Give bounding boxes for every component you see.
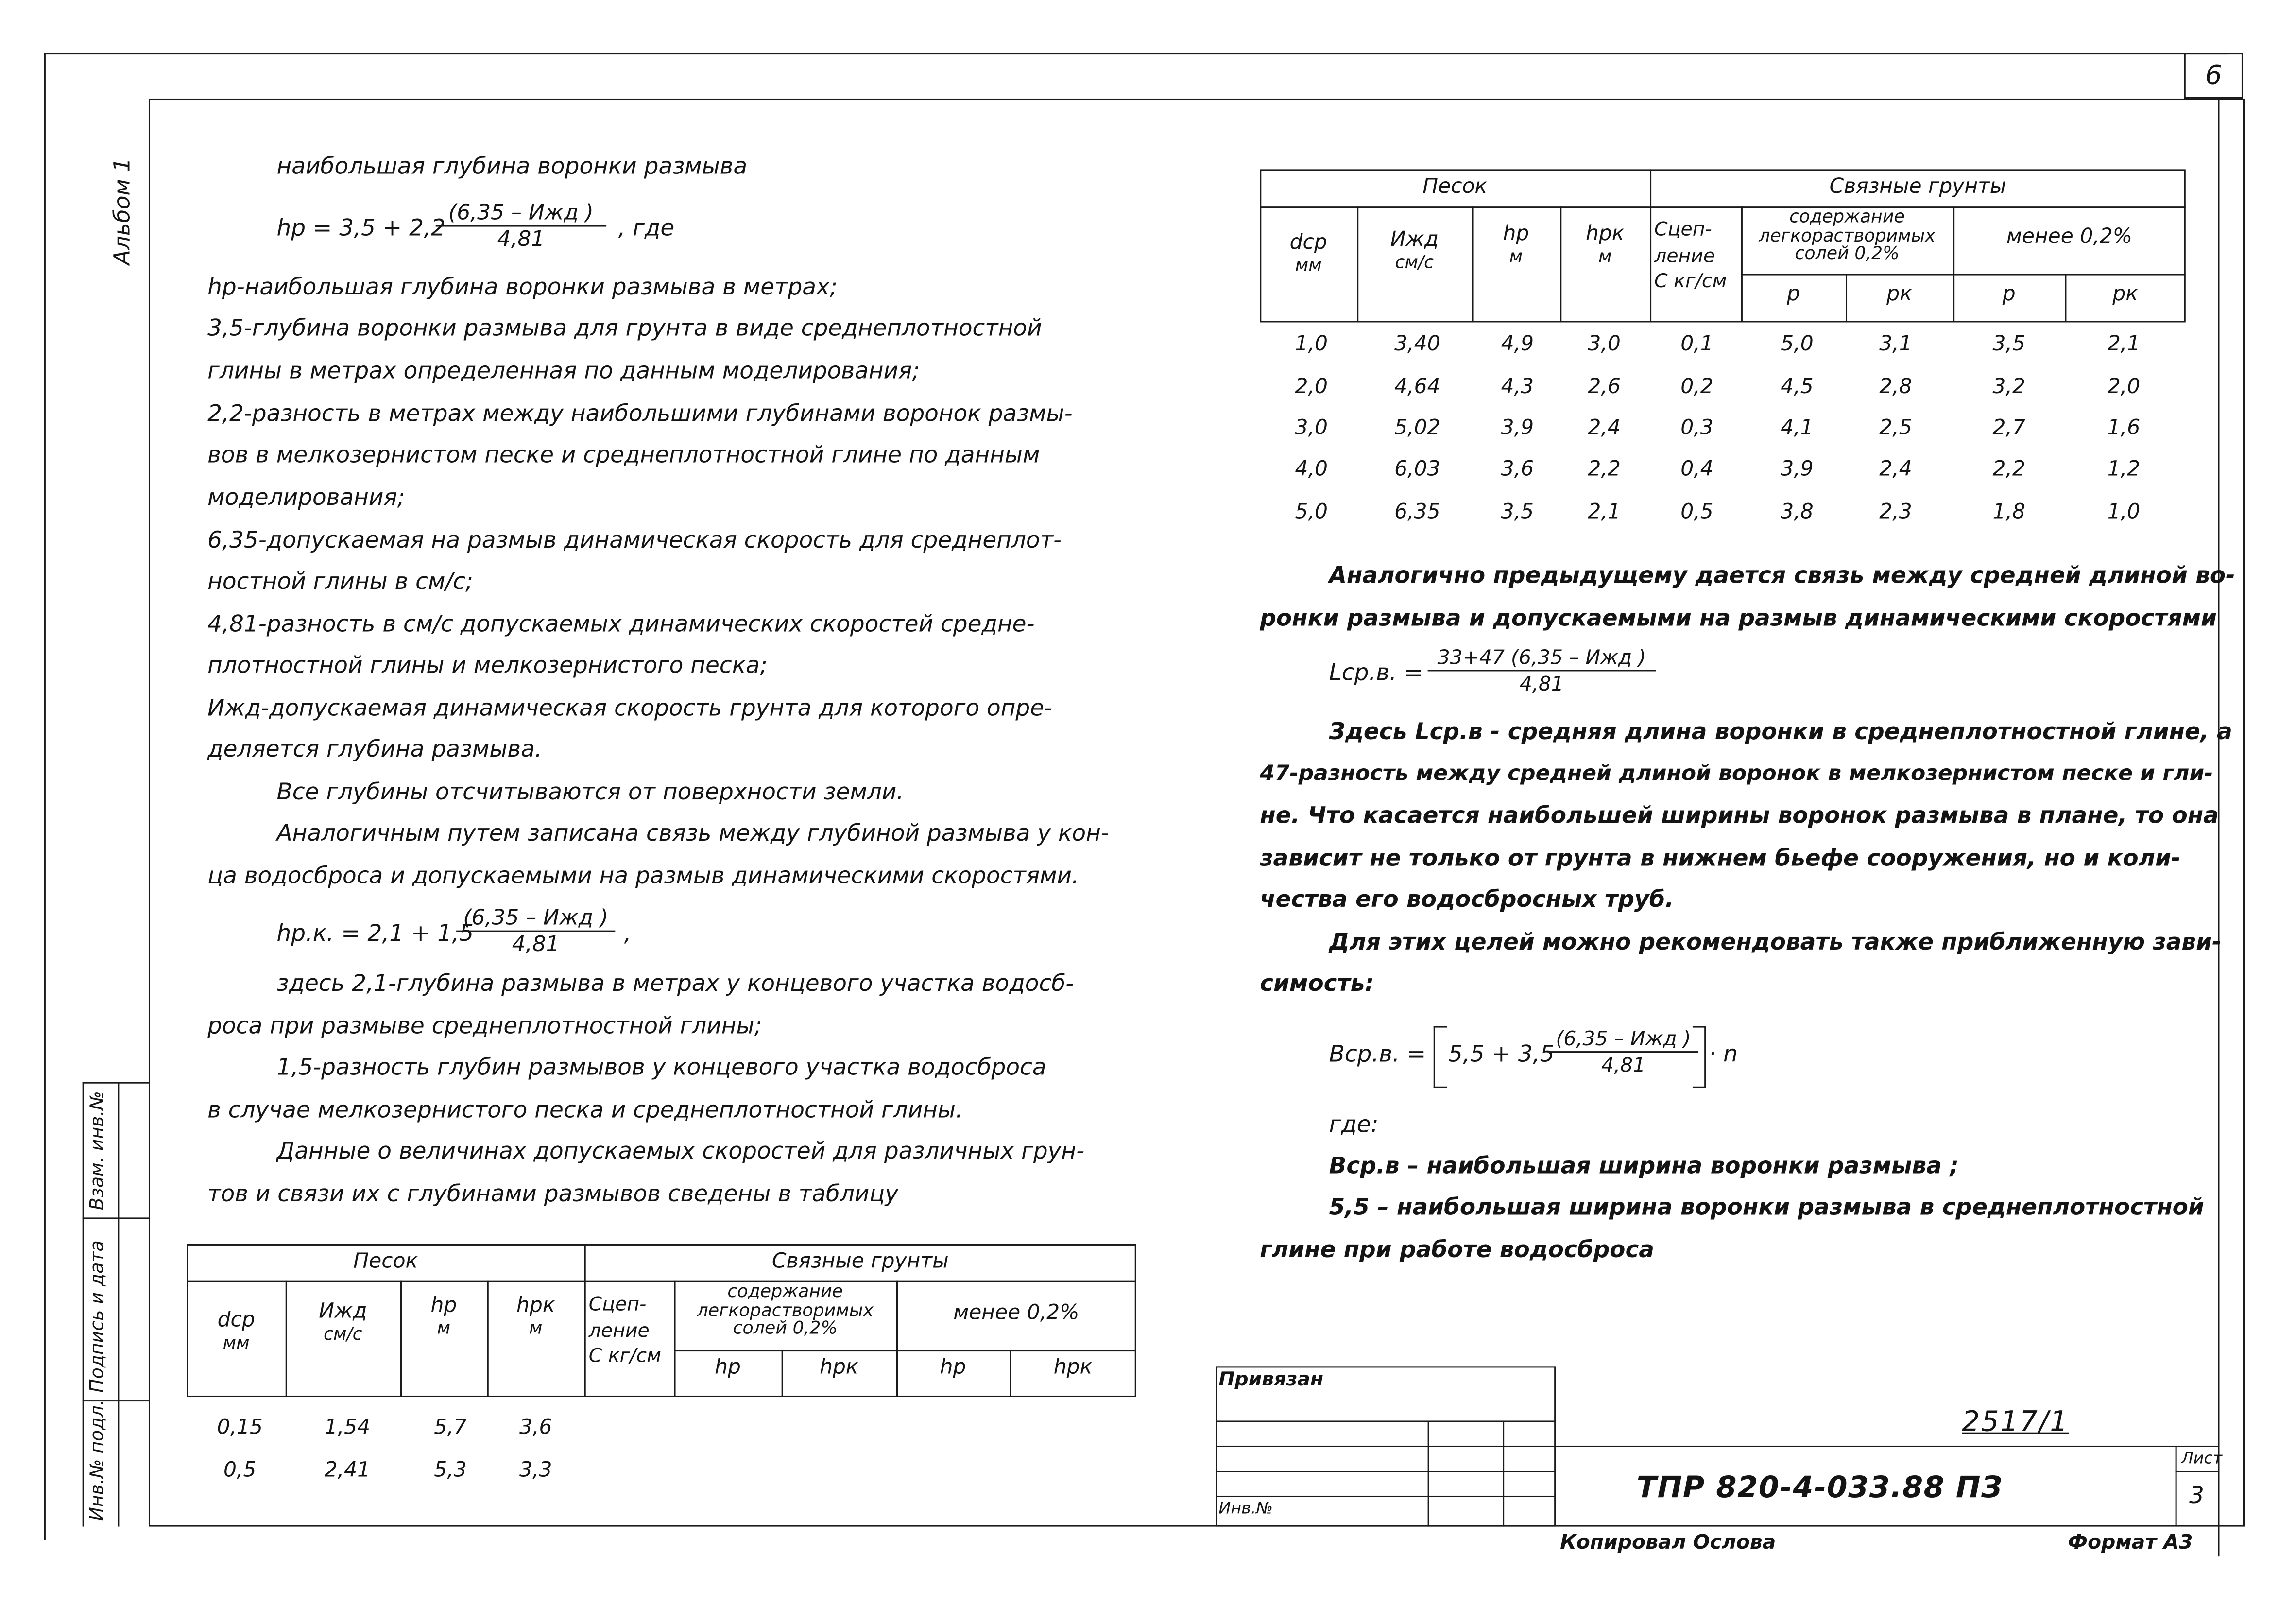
t2-cell: 3,40 [1394, 332, 1440, 357]
stamp-row [1216, 1496, 1556, 1497]
t2-hp-header: hр м [1503, 222, 1529, 266]
text-line: в случае мелкозернистого песка и среднеплотностной глины. [207, 1096, 963, 1124]
text-line: 5,5 – наибольшая ширина воронки размыва в среднеплотностной [1329, 1194, 2204, 1221]
t2-cell: 1,8 [1992, 501, 2025, 524]
t1-salt-header: содержание легкорастворимых солей 0,2% [697, 1280, 874, 1339]
stamp-row [1216, 1420, 1556, 1422]
t1-sub-header: hрк [1053, 1356, 1093, 1380]
formula-2-tail: , [624, 920, 632, 947]
t2-sand-header: Песок [1422, 175, 1488, 199]
strip-replace-label: Взам. инв.№ [85, 1091, 108, 1211]
t2-cell: 2,2 [1992, 458, 2025, 482]
formula-1-fraction [436, 202, 606, 252]
t2-sub-header: рк [1886, 282, 1912, 307]
formula-2-den: 4,81 [456, 931, 615, 957]
t1-cell: 3,6 [519, 1416, 552, 1440]
text-line: наибольшая глубина воронки размыва [276, 153, 748, 180]
t1-cell: 5,7 [434, 1416, 467, 1440]
t2-cell: 5,0 [1295, 501, 1328, 524]
text-line: чества его водосбросных труб. [1260, 886, 1674, 913]
t2-cell: 3,8 [1781, 501, 1814, 524]
text-line: где: [1329, 1111, 1379, 1138]
t2-cell: 4,5 [1781, 375, 1814, 399]
t2-cell: 3,0 [1295, 416, 1328, 440]
t1-row2 [674, 1350, 1136, 1351]
text-line: глины в метрах определенная по данным моделирования; [207, 358, 920, 384]
t2-cell: 1,2 [2107, 458, 2141, 482]
text-line: не. Что касается наибольшей ширины воронок размыва в плане, то она [1260, 802, 2219, 829]
formula-3-den: 4,81 [1428, 670, 1656, 696]
formula-4-tail: · n [1709, 1040, 1738, 1068]
text-line: симость: [1260, 970, 1374, 997]
formula-2-lhs: hр.к. = 2,1 + 1,5 [276, 920, 474, 947]
text-line: здесь 2,1-глубина размыва в метрах у концевого участка водосб- [276, 970, 1074, 997]
t2-cell: 4,64 [1394, 375, 1440, 399]
text-line: 3,5-глубина воронки размыва для грунта в виде среднеплотностной [207, 315, 1042, 342]
t2-cell: 2,4 [1879, 458, 1912, 482]
t2-cell: 2,3 [1879, 501, 1912, 524]
text-line: роса при размыве среднеплотностной глины; [207, 1013, 762, 1039]
t2-cell: 0,5 [1680, 501, 1713, 524]
text-line: деляется глубина размыва. [207, 736, 542, 763]
sheet-label: Лист [2181, 1449, 2223, 1468]
t2-row1 [1260, 206, 2186, 208]
stamp-row [1216, 1471, 1556, 1472]
text-line: глине при работе водосброса [1260, 1236, 1654, 1263]
t2-cell: 3,5 [1992, 332, 2025, 357]
t2-cell: 3,9 [1501, 416, 1534, 440]
formula-1-lhs: hр = 3,5 + 2,2 [276, 215, 445, 242]
t2-cell: 4,1 [1781, 416, 1814, 440]
text-line: ронки размыва и допускаемыми на размыв динамическими скоростями [1260, 605, 2217, 632]
text-line: ца водосброса и допускаемыми на размыв динамическими скоростями. [207, 863, 1079, 889]
formula-4-open: 5,5 + 3,5 [1448, 1040, 1555, 1068]
t2-cell: 3,2 [1992, 375, 2025, 399]
strip-inv-label: Инв.№ подл. [85, 1400, 108, 1521]
t1-less-header: менее 0,2% [953, 1301, 1079, 1325]
text-line: 6,35-допускаемая на размыв динамическая скорость для среднеплот- [207, 527, 1062, 554]
formula-1-num: (6,35 – Ижд ) [448, 202, 594, 225]
text-line: Данные о величинах допускаемых скоростей для различных грун- [276, 1138, 1085, 1165]
left-strip-top [83, 1082, 149, 1084]
t2-cell: 2,1 [2107, 332, 2141, 357]
bracket-right [1693, 1026, 1706, 1088]
stamp-col [1428, 1420, 1429, 1526]
t2-d-header: dср мм [1289, 231, 1327, 275]
t2-cell: 0,2 [1680, 375, 1713, 399]
t2-cell: 4,9 [1501, 332, 1534, 357]
left-strip-div1 [83, 1217, 149, 1219]
t2-salt-header: содержание легкорастворимых солей 0,2% [1759, 206, 1936, 264]
t1-sub-header: hр [940, 1356, 966, 1380]
stamp-row [1216, 1446, 1556, 1447]
t1-row1 [187, 1281, 1136, 1282]
sheet-number: 3 [2189, 1481, 2204, 1509]
t2-sub-header: р [2002, 282, 2016, 307]
t1-sub-header: hрк [820, 1356, 858, 1380]
document-code: ТПР 820-4-033.88 ПЗ [1636, 1469, 2003, 1505]
t2-cell: 5,0 [1781, 332, 1814, 357]
t2-cell: 3,1 [1879, 332, 1912, 357]
outer-top-line [44, 53, 2228, 54]
t2-sub-header: рк [2112, 282, 2138, 307]
t2-i-header: Ижд см/с [1390, 228, 1439, 272]
t2-cell: 0,1 [1680, 332, 1713, 357]
left-strip-mid [118, 1082, 119, 1527]
t2-cell: 2,5 [1879, 416, 1912, 440]
t1-hp-header: hр м [430, 1294, 457, 1338]
sheet-row [2176, 1471, 2218, 1472]
t2-cell: 2,7 [1992, 416, 2025, 440]
t1-sub-header: hр [715, 1356, 741, 1380]
stamp-col [1503, 1420, 1504, 1526]
text-line: ностной глины в см/с; [207, 568, 473, 595]
t1-i-header: Ижд см/с [319, 1300, 367, 1344]
t2-sub-header: р [1786, 282, 1800, 307]
t1-v [896, 1281, 898, 1397]
album-label: Альбом 1 [109, 157, 136, 265]
t2-cell: 6,35 [1394, 501, 1440, 524]
formula-2-fraction [456, 907, 615, 957]
t1-cell: 2,41 [324, 1459, 371, 1483]
left-strip-left [83, 1082, 84, 1527]
t2-cell: 2,0 [1295, 375, 1328, 399]
t2-cell: 6,03 [1394, 458, 1440, 482]
t1-hpk-header: hрк м [516, 1294, 555, 1338]
bracket-left [1434, 1026, 1447, 1088]
formula-4-fraction [1548, 1028, 1698, 1078]
t2-hpk-header: hрк м [1585, 222, 1625, 266]
t2-cell: 0,4 [1680, 458, 1713, 482]
formula-3-fraction [1428, 646, 1656, 696]
t2-cohesive-header: Связные грунты [1829, 175, 2006, 199]
paper-format: Формат А3 [2068, 1531, 2193, 1555]
formula-4-lhs: Вср.в. = [1329, 1040, 1426, 1068]
t2-cell: 1,0 [2107, 501, 2141, 524]
t2-row2 [1741, 274, 2186, 275]
text-line: Вср.в – наибольшая ширина воронки размыва ; [1329, 1153, 1959, 1179]
formula-1-tail: , где [618, 215, 675, 242]
text-line: Здесь Lср.в - средняя длина воронки в среднеплотностной глине, а [1329, 718, 2232, 745]
text-line: тов и связи их с глубинами размывов сведены в таблицу [207, 1180, 899, 1208]
t2-cell: 3,5 [1501, 501, 1534, 524]
t2-cell: 1,6 [2107, 416, 2141, 440]
t2-coh-header: Сцеп- ление С кг/см [1654, 219, 1727, 294]
text-line: Все глубины отсчитываются от поверхности земли. [276, 779, 904, 806]
text-line: 47-разность между средней длиной воронок в мелкозернистом песке и гли- [1260, 762, 2213, 786]
formula-3-num: 33+47 (6,35 – Ижд ) [1437, 646, 1646, 670]
t2-cell: 3,9 [1781, 458, 1814, 482]
t1-cell: 0,15 [217, 1416, 263, 1440]
text-line: Ижд-допускаемая динамическая скорость грунта для которого опре- [207, 694, 1053, 722]
t1-d-header: dср мм [217, 1309, 255, 1353]
t2-cell: 3,6 [1501, 458, 1534, 482]
t2-cell: 3,0 [1588, 332, 1621, 357]
t1-cell: 3,3 [519, 1459, 552, 1483]
text-line: моделирования; [207, 484, 405, 511]
t2-less-header: менее 0,2% [2006, 225, 2133, 249]
t2-cell: 2,6 [1588, 375, 1621, 399]
formula-4-den: 4,81 [1548, 1051, 1698, 1078]
outer-left-line [44, 53, 46, 1540]
stamp-linked-label: Привязан [1218, 1369, 1324, 1391]
stamp-inv-label: Инв.№ [1218, 1499, 1273, 1518]
text-line: зависит не только от грунта в нижнем бьефе сооружения, но и коли- [1260, 845, 2181, 872]
text-line: плотностной глины и мелкозернистого песка; [207, 652, 768, 679]
t2-cell: 2,4 [1588, 416, 1621, 440]
handwritten-doc-number: 2517/1 [1962, 1406, 2070, 1438]
text-line: 4,81-разность в см/с допускаемых динамических скоростей средне- [207, 611, 1035, 638]
t2-cell: 4,3 [1501, 375, 1534, 399]
copied-by: Копировал Ослова [1560, 1531, 1776, 1555]
text-line: Для этих целей можно рекомендовать также приближенную зави- [1329, 929, 2222, 956]
text-line: вов в мелкозернистом песке и среднеплотностной глине по данным [207, 441, 1040, 468]
t1-cell: 1,54 [324, 1416, 371, 1440]
t2-cell: 4,0 [1295, 458, 1328, 482]
t1-sand-header: Песок [353, 1250, 418, 1274]
t1-cell: 5,3 [434, 1459, 467, 1483]
strip-sign-label: Подпись и дата [85, 1240, 108, 1393]
formula-3-lhs: Lср.в. = [1329, 659, 1423, 686]
text-line: Аналогично предыдущему дается связь между средней длиной во- [1329, 562, 2235, 589]
formula-4-num: (6,35 – Ижд ) [1556, 1027, 1691, 1052]
t1-coh-header: Сцеп- ление С кг/см [588, 1294, 661, 1368]
text-line: 1,5-разность глубин размывов у концевого участка водосброса [276, 1054, 1046, 1081]
t2-cell: 5,02 [1394, 416, 1440, 440]
text-line: 2,2-разность в метрах между наибольшими глубинами воронок размы- [207, 400, 1073, 427]
t2-cell: 2,0 [2107, 375, 2141, 399]
t1-cell: 0,5 [223, 1459, 257, 1483]
page-number: 6 [2205, 60, 2222, 91]
formula-1-den: 4,81 [436, 225, 606, 252]
t2-cell: 0,3 [1680, 416, 1713, 440]
t2-cell: 2,1 [1588, 501, 1621, 524]
t2-cell: 2,2 [1588, 458, 1621, 482]
t2-cell: 2,8 [1879, 375, 1912, 399]
title-block-top [1556, 1446, 2218, 1447]
t2-cell: 1,0 [1295, 332, 1328, 357]
formula-2-num: (6,35 – Ижд ) [463, 907, 609, 931]
text-line: hр-наибольшая глубина воронки размыва в метрах; [207, 274, 838, 301]
t1-cohesive-header: Связные грунты [771, 1250, 949, 1274]
text-line: Аналогичным путем записана связь между глубиной размыва у кон- [276, 820, 1109, 847]
